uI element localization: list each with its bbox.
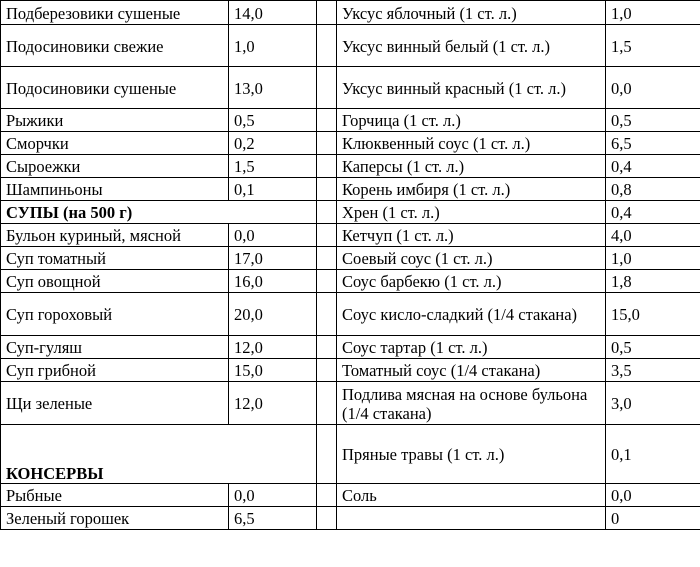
column-gap [317, 336, 337, 359]
carb-value: 6,5 [606, 132, 700, 155]
food-name: Соус барбекю (1 ст. л.) [337, 270, 606, 293]
table-row [1, 484, 700, 507]
carb-value: 1,0 [229, 25, 317, 67]
food-name: Пряные травы (1 ст. л.) [337, 425, 606, 484]
carb-value: 15,0 [229, 359, 317, 382]
food-name: Зеленый горошек [1, 507, 229, 530]
column-gap [317, 293, 337, 336]
food-name: Шампиньоны [1, 178, 229, 201]
column-gap [317, 109, 337, 132]
carb-value: 0,0 [606, 67, 700, 109]
carb-value: 1,8 [606, 270, 700, 293]
food-name: Сыроежки [1, 155, 229, 178]
food-name: Томатный соус (1/4 стакана) [337, 359, 606, 382]
food-name: Горчица (1 ст. л.) [337, 109, 606, 132]
carb-value: 17,0 [229, 247, 317, 270]
column-gap [317, 359, 337, 382]
carb-value: 12,0 [229, 336, 317, 359]
column-gap [317, 382, 337, 425]
food-name: Уксус яблочный (1 ст. л.) [337, 1, 606, 25]
food-name: Уксус винный белый (1 ст. л.) [337, 25, 606, 67]
table-row [1, 132, 700, 155]
section-heading-canned: КОНСЕРВЫ [1, 425, 317, 484]
table-row [1, 270, 700, 293]
food-name: Уксус винный красный (1 ст. л.) [337, 67, 606, 109]
food-name: Корень имбиря (1 ст. л.) [337, 178, 606, 201]
food-name: Рыбные [1, 484, 229, 507]
table-row [1, 1, 700, 25]
food-name: Соус кисло-сладкий (1/4 стакана) [337, 293, 606, 336]
food-name: Кетчуп (1 ст. л.) [337, 224, 606, 247]
section-heading-soups: СУПЫ (на 500 г) [1, 201, 317, 224]
carb-value: 0,0 [606, 484, 700, 507]
food-name: Подосиновики сушеные [1, 67, 229, 109]
food-name: Подосиновики свежие [1, 25, 229, 67]
food-name: Подлива мясная на основе бульона (1/4 стакана) [337, 382, 606, 425]
table-row [1, 109, 700, 132]
carb-value: 12,0 [229, 382, 317, 425]
column-gap [317, 425, 337, 484]
food-name: Соус тартар (1 ст. л.) [337, 336, 606, 359]
table-row [1, 336, 700, 359]
table-row [1, 224, 700, 247]
table-row [1, 155, 700, 178]
carb-value: 0,0 [229, 484, 317, 507]
column-gap [317, 484, 337, 507]
carb-value: 1,0 [606, 1, 700, 25]
food-name: Суп-гуляш [1, 336, 229, 359]
carb-value: 0,4 [606, 201, 700, 224]
table-row [1, 201, 700, 224]
carb-value: 0,5 [606, 109, 700, 132]
carb-value: 14,0 [229, 1, 317, 25]
food-name: Подберезовики сушеные [1, 1, 229, 25]
carb-value: 15,0 [606, 293, 700, 336]
table-row [1, 425, 700, 484]
carb-value: 13,0 [229, 67, 317, 109]
column-gap [317, 132, 337, 155]
column-gap [317, 201, 337, 224]
carb-value: 4,0 [606, 224, 700, 247]
food-name: Суп гороховый [1, 293, 229, 336]
food-name: Суп томатный [1, 247, 229, 270]
column-gap [317, 155, 337, 178]
table-row [1, 293, 700, 336]
carb-value: 0,1 [229, 178, 317, 201]
food-name: Соль [337, 484, 606, 507]
food-name: Рыжики [1, 109, 229, 132]
carb-value: 0,2 [229, 132, 317, 155]
carb-value: 20,0 [229, 293, 317, 336]
column-gap [317, 507, 337, 530]
column-gap [317, 247, 337, 270]
food-name: Щи зеленые [1, 382, 229, 425]
column-gap [317, 67, 337, 109]
food-name: Суп грибной [1, 359, 229, 382]
table-row [1, 382, 700, 425]
carb-value: 0,1 [606, 425, 700, 484]
table-row [1, 247, 700, 270]
carb-value: 0,5 [229, 109, 317, 132]
carb-value: 1,5 [606, 25, 700, 67]
table-row [1, 359, 700, 382]
food-name: Клюквенный соус (1 ст. л.) [337, 132, 606, 155]
column-gap [317, 178, 337, 201]
carb-value: 3,5 [606, 359, 700, 382]
carb-value: 0,5 [606, 336, 700, 359]
carb-value: 0 [606, 507, 700, 530]
food-name: Каперсы (1 ст. л.) [337, 155, 606, 178]
column-gap [317, 25, 337, 67]
table-row [1, 67, 700, 109]
carb-value: 0,0 [229, 224, 317, 247]
food-name: Бульон куриный, мясной [1, 224, 229, 247]
food-name [337, 507, 606, 530]
carb-value: 16,0 [229, 270, 317, 293]
food-name: Суп овощной [1, 270, 229, 293]
food-name: Хрен (1 ст. л.) [337, 201, 606, 224]
column-gap [317, 270, 337, 293]
food-name: Соевый соус (1 ст. л.) [337, 247, 606, 270]
table-row [1, 507, 700, 530]
carb-value: 6,5 [229, 507, 317, 530]
table-row [1, 25, 700, 67]
carb-value: 1,5 [229, 155, 317, 178]
column-gap [317, 1, 337, 25]
carb-value: 3,0 [606, 382, 700, 425]
carb-value: 0,8 [606, 178, 700, 201]
table-row [1, 178, 700, 201]
column-gap [317, 224, 337, 247]
carb-value: 1,0 [606, 247, 700, 270]
carb-value: 0,4 [606, 155, 700, 178]
food-name: Сморчки [1, 132, 229, 155]
